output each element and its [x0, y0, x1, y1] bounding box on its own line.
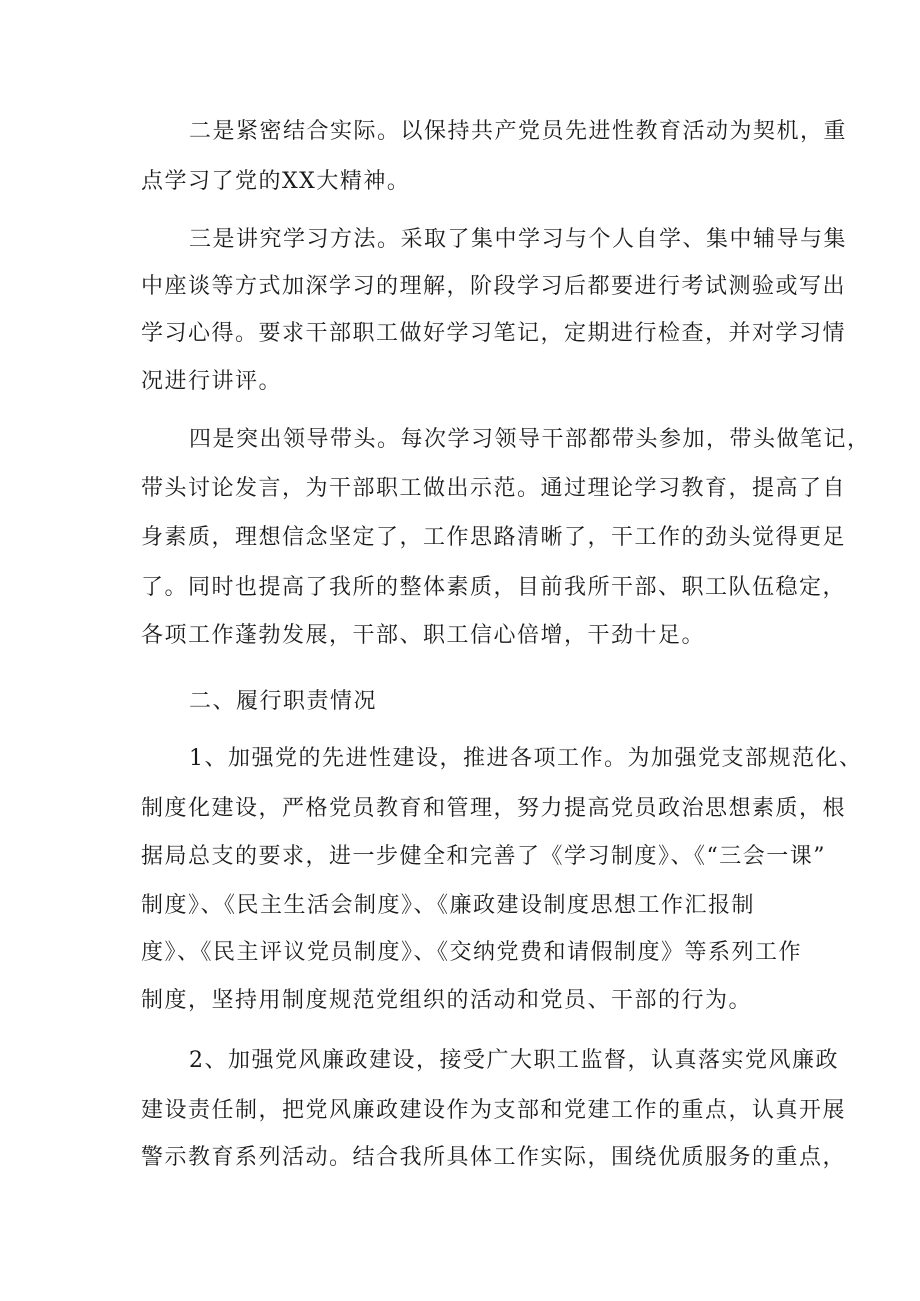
paragraph-line: 带头讨论发言，为干部职工做出示范。通过理论学习教育，提高了自	[141, 476, 847, 501]
paragraph-line: 制度》、《民主生活会制度》、《廉政建设制度思想工作汇报制	[141, 893, 756, 918]
paragraph-line: 制度化建设，严格党员教育和管理，努力提高党员政治思想素质，根	[141, 796, 847, 821]
paragraph-line: 度》、《民主评议党员制度》、《交纳党费和请假制度》等系列工作	[141, 940, 803, 965]
paragraph-line: 建设责任制，把党风廉政建设作为支部和党建工作的重点，认真开展	[141, 1098, 847, 1123]
paragraph-line: 点学习了党的XX大精神。	[141, 169, 411, 194]
paragraph-line: 1、加强党的先进性建设，推进各项工作。为加强党支部规范化、	[189, 746, 863, 771]
paragraph-line: 制度，坚持用制度规范党组织的活动和党员、干部的行为。	[141, 988, 753, 1013]
paragraph-line: 身素质，理想信念坚定了，工作思路清晰了，干工作的劲头觉得更足	[141, 525, 847, 550]
paragraph-line: 四是突出领导带头。每次学习领导干部都带头参加，带头做笔记，	[189, 427, 871, 452]
paragraph-line: 2、加强党风廉政建设，接受广大职工监督，认真落实党风廉政	[189, 1048, 839, 1073]
paragraph-line: 学习心得。要求干部职工做好学习笔记，定期进行检查，并对学习情	[141, 321, 847, 346]
paragraph-line: 了。同时也提高了我所的整体素质，目前我所干部、职工队伍稳定，	[141, 575, 847, 600]
paragraph-line: 三是讲究学习方法。采取了集中学习与个人自学、集中辅导与集	[189, 227, 848, 252]
section-heading: 二、履行职责情况	[189, 689, 378, 714]
paragraph-line: 各项工作蓬勃发展，干部、职工信心倍增，干劲十足。	[141, 623, 706, 648]
paragraph-line: 据局总支的要求，进一步健全和完善了《学习制度》、《“三会一课”	[141, 844, 826, 869]
paragraph-line: 二是紧密结合实际。以保持共产党员先进性教育活动为契机，重	[189, 119, 848, 144]
paragraph-line: 警示教育系列活动。结合我所具体工作实际，围绕优质服务的重点，	[141, 1145, 847, 1170]
paragraph-line: 况进行讲评。	[141, 369, 283, 394]
paragraph-line: 中座谈等方式加深学习的理解，阶段学习后都要进行考试测验或写出	[141, 274, 847, 299]
